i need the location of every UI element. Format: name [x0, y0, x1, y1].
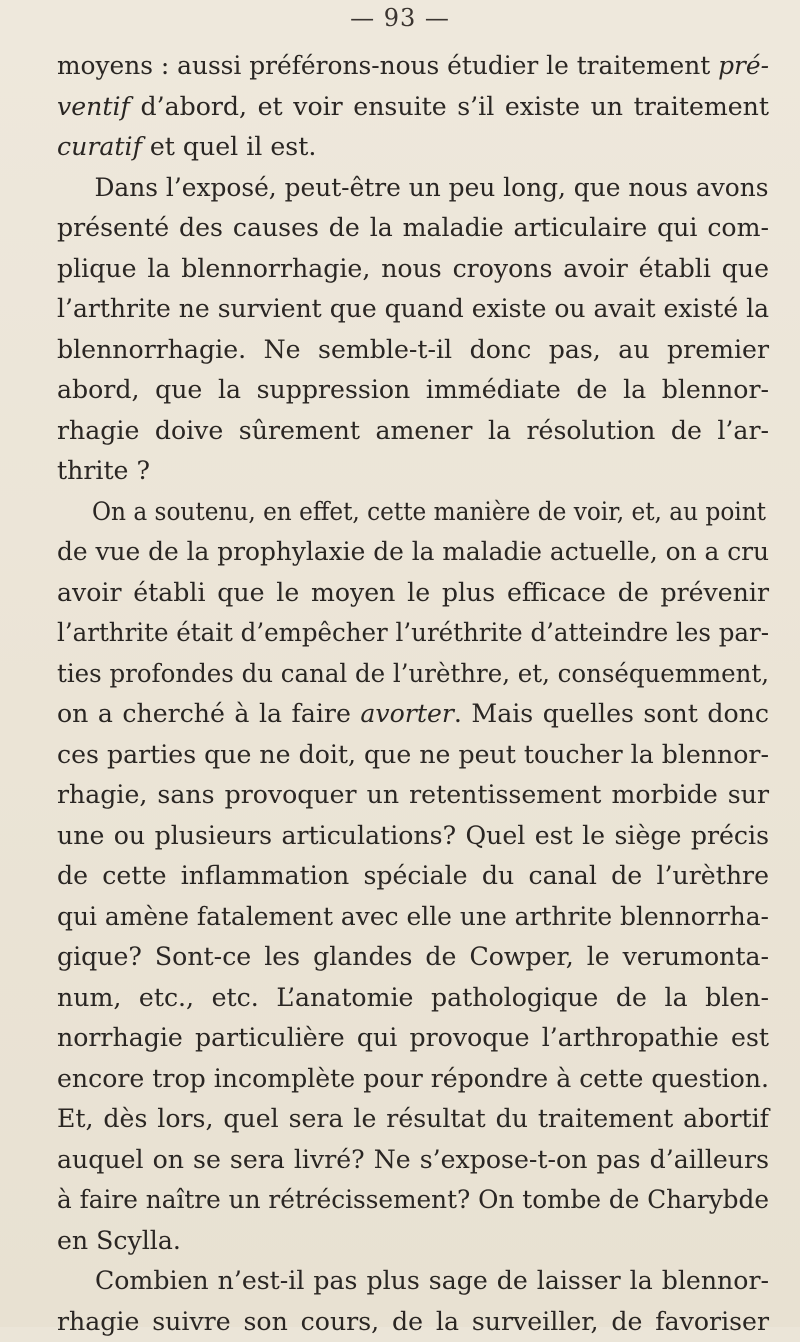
- text-run: Dans l’exposé, peut-être un peu long, que nous avons: [94, 173, 768, 202]
- text-line: [57, 492, 766, 533]
- text-run: plique la blennorrhagie, nous croyons avoir établi que: [57, 254, 769, 283]
- text-line: [57, 87, 769, 128]
- text-run: encore trop incomplète pour répondre à cette question.: [57, 1064, 769, 1093]
- text-run: on a cherché à la faire: [57, 699, 360, 728]
- text-line: [57, 937, 769, 978]
- text-run: à faire naître un rétrécissement? On tombe de Charybde: [57, 1185, 769, 1214]
- text-run: norrhagie particulière qui provoque l’arthropathie est: [57, 1023, 769, 1052]
- text-line: [57, 775, 769, 816]
- text-line: [57, 46, 769, 87]
- text-run: . Mais quelles sont donc: [454, 699, 769, 728]
- text-line: [57, 289, 769, 330]
- text-run: qui amène fatalement avec elle une arthrite blennorrha-: [57, 902, 769, 931]
- text-line: [57, 330, 769, 371]
- text-run: avoir établi que le moyen le plus efficace de prévenir: [57, 578, 769, 607]
- text-line: [57, 735, 769, 776]
- text-run: Et, dès lors, quel sera le résultat du traitement abortif: [57, 1104, 769, 1133]
- text-run: rhagie, sans provoquer un retentissement morbide sur: [57, 780, 769, 809]
- text-run: blennorrhagie. Ne semble-t-il donc pas, au premier: [57, 335, 769, 364]
- text-line: [57, 168, 769, 209]
- text-run: de cette inflammation spéciale du canal de l’urèthre: [57, 861, 769, 890]
- text-run: moyens : aussi préférons-nous étudier le traitement: [57, 51, 718, 80]
- text-line: [57, 856, 769, 897]
- text-line: [57, 654, 769, 695]
- text-run: rhagie suivre son cours, de la surveiller, de favoriser: [57, 1307, 769, 1336]
- text-run: d’abord, et voir ensuite s’il existe un traitement: [130, 92, 769, 121]
- text-line: [57, 1018, 769, 1059]
- text-line: [57, 370, 769, 411]
- text-run: ces parties que ne doit, que ne peut toucher la blennor-: [57, 740, 769, 769]
- text-run: gique? Sont-ce les glandes de Cowper, le verumonta-: [57, 942, 769, 971]
- italic-text: curatif: [57, 132, 142, 161]
- text-run: l’arthrite ne survient que quand existe ou avait existé la: [57, 294, 769, 323]
- italic-text: pré-: [718, 51, 769, 80]
- text-run: rhagie doive sûrement amener la résolution de l’ar-: [57, 416, 769, 445]
- text-run: présenté des causes de la maladie articulaire qui com-: [57, 213, 769, 242]
- text-line: [57, 1180, 769, 1221]
- text-run: et quel il est.: [142, 132, 316, 161]
- text-line: [57, 1221, 769, 1262]
- text-line: [57, 411, 769, 452]
- text-run: On a soutenu, en effet, cette manière de voir, et, au point: [92, 497, 766, 526]
- text-line: [57, 1099, 769, 1140]
- page-number: — 93 —: [0, 4, 800, 32]
- text-line: [57, 451, 769, 492]
- text-line: [57, 694, 769, 735]
- text-run: en Scylla.: [57, 1226, 181, 1255]
- text-line: [57, 532, 769, 573]
- italic-text: ventif: [57, 92, 130, 121]
- text-run: une ou plusieurs articulations? Quel est le siège précis: [57, 821, 769, 850]
- body-text: [57, 46, 769, 1342]
- text-line: [57, 897, 769, 938]
- text-line: [57, 1059, 769, 1100]
- text-line: [57, 208, 769, 249]
- text-line: [57, 1140, 769, 1181]
- text-run: thrite ?: [57, 456, 150, 485]
- text-run: auquel on se sera livré? Ne s’expose-t-on pas d’ailleurs: [57, 1145, 769, 1174]
- text-run: Combien n’est-il pas plus sage de laisser la blennor-: [95, 1266, 769, 1295]
- text-line: [57, 249, 769, 290]
- text-run: ties profondes du canal de l’urèthre, et, conséquemment,: [57, 659, 769, 688]
- text-line: [57, 1302, 769, 1342]
- text-line: [57, 816, 769, 857]
- text-line: [57, 573, 769, 614]
- text-line: [57, 1261, 769, 1302]
- italic-text: avorter: [360, 699, 454, 728]
- text-run: num, etc., etc. L’anatomie pathologique de la blen-: [57, 983, 769, 1012]
- text-line: [57, 613, 769, 654]
- text-line: [57, 978, 769, 1019]
- text-run: l’arthrite était d’empêcher l’uréthrite d’atteindre les par-: [57, 618, 769, 647]
- text-run: abord, que la suppression immédiate de la blennor-: [57, 375, 769, 404]
- text-run: de vue de la prophylaxie de la maladie actuelle, on a cru: [57, 537, 769, 566]
- text-line: [57, 127, 769, 168]
